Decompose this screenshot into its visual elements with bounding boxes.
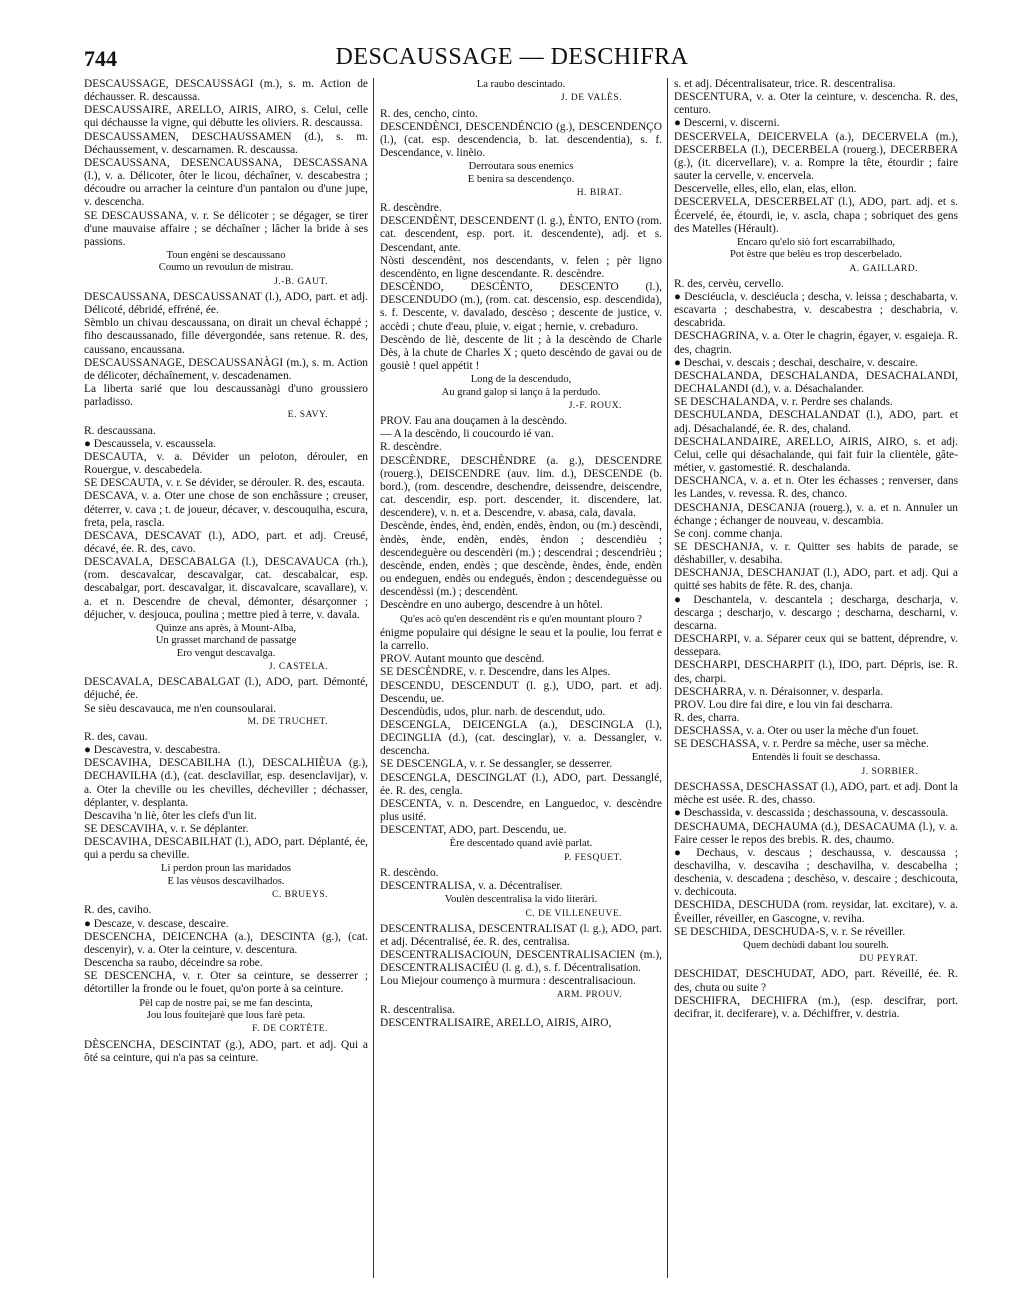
dictionary-entry: DESCHANJA, DESCANJA (rouerg.), v. a. et n. Annuler un échange ; échanger de nouveau, v. descambia. (674, 501, 958, 527)
citation-author: M. DE TRUCHET. (247, 716, 328, 727)
dictionary-entry: SE DESCENCHA, v. r. Oter sa ceinture, se desserrer ; détortiller la fronde ou le fouet, qu'on porte à sa ceinture. (84, 970, 368, 996)
dictionary-entry: Descèndre en uno aubergo, descendre à un hôtel. (380, 599, 603, 612)
dictionary-entry: ● Deschai, v. descais ; deschai, deschaire, v. descaire. (674, 356, 918, 369)
dictionary-entry: DÈSCENCHA, DESCINTAT (g.), ADO, part. et adj. Qui a ôté sa ceinture, qui n'a pas sa ceinture. (84, 1038, 368, 1064)
dictionary-entry: DESCENDU, DESCENDUT (l. g.), UDO, part. et adj. Descendu, ue. (380, 679, 662, 705)
dictionary-entry: R. descèndre. (380, 202, 442, 215)
dictionary-entry: Nòsti descendènt, nos descendants, v. felen ; pèr ligno descendènto, en ligne descendante. R. descèndre. (380, 254, 662, 280)
dictionary-entry: PROV. Lou dire fai dire, e lou vin fai descharra. (674, 698, 893, 711)
dictionary-entry: Sèmblo un chivau descaussana, on dirait un cheval échappé ; fiho descaussanado, fille dévergondée, sans retenue. R. des, caussano, encaussana. (84, 317, 368, 356)
dictionary-entry: DESCERVELA, DESCERBELAT (l.), ADO, part. adj. et s. Écervelé, ée, étourdi, ie, v. ascla, chapa ; sobriquet des gens des Matelles (Hérault). (674, 196, 958, 235)
dictionary-entry: ● Deschantela, v. descantela ; descharga, descharja, v. descarga ; descharjo, v. descargo ; descharna, descharni, v. descarna. (674, 593, 958, 632)
citation-verse: Quinze ans après, à Mount-Alba, Un grasset marchand de passatge Ero vengut descavalga. (155, 622, 297, 659)
dictionary-entry: Descaviha 'n liè, ôter les clefs d'un lit. (84, 809, 257, 822)
dictionary-entry: DESCENTRALISA, DESCENTRALISAT (l. g.), ADO, part. et adj. Décentralisé, ée. R. des, centralisa. (380, 922, 662, 948)
dictionary-entry: SE DESCHIDA, DESCHUDA-S, v. r. Se réveiller. (674, 925, 906, 938)
dictionary-entry: DESCHASSA, DESCHASSAT (l.), ADO, part. et adj. Dont la mèche est usée. R. des, chasso. (674, 781, 958, 807)
dictionary-entry: DESCENDÈNCI, DESCENDÉNCIO (g.), DESCENDENÇO (l.), (cat. esp. descendencia, b. lat. descendentia), s. f. Descendance, v. linèio. (380, 120, 662, 160)
dictionary-entry: SE DESCHASSA, v. r. Perdre sa mèche, user sa mèche. (674, 738, 929, 751)
citation-author: F. DE CORTÈTE. (252, 1024, 328, 1035)
citation-author: J.-B. GAUT. (274, 276, 328, 287)
dictionary-entry: DESCERVELA, DEICERVELA (a.), DECERVELA (m.), DESCERBELA (l.), DECERBELA (rouerg.), DECERBERA (g.), (it. dicervellare), v. a. Rompre la tête, étourdir ; faire sauter la cervelle, v. encervela. (674, 130, 958, 183)
dictionary-entry: DESCENTA, v. n. Descendre, en Languedoc, v. descèndre plus usité. (380, 797, 662, 824)
column-2 (380, 78, 662, 1278)
citation-verse: Encaro qu'elo siò fort escarrabilhado, Pot èstre que belèu es trop descerbelado. (729, 236, 903, 261)
dictionary-entry: R. descèndre. (380, 441, 442, 454)
dictionary-entry: DESCHALANDAIRE, ARELLO, AIRIS, AIRO, s. et adj. Celui, celle qui désachalande, qui fait fuir la clientèle, gâte-métier, v. gastomestié. R. deschalanda. (674, 435, 958, 475)
dictionary-entry: DESCAUSSAGE, DESCAUSSÀGI (m.), s. m. Action de déchausser. R. descaussa. (84, 78, 368, 104)
citation-verse: La raubo descintado. (476, 79, 566, 90)
dictionary-entry: DESCENTAT, ADO, part. Descendu, ue. (380, 824, 567, 837)
dictionary-entry: DESCÈNDRE, DESCHÈNDRE (a. g.), DESCENDRE (rouerg.), DEISCENDRE (auv. lim. d.), DESCENDE (b. bord.), (rom. descendre, deschendre, deissendre, deiscendre, cat. descendir, esp. port. descender, it. discendere, lat. descendere), v. n. et a. Descendre, v. abasa, cala, davala. (380, 454, 662, 520)
dictionary-entry: Descènde, èndes, ènd, endèn, endès, èndon, ou (m.) descèndi, èndès, ènde, endèn, endès, èndon ; descendièu ; descendeguère ou descendèri (m.) ; descendrai ; descendrièu ; descènde, enden, endès ; que descènde, èndes, ènde, endèn ou endeguen, endès ou endegués, èndon ; descendeguèsse ou descendèssi (m.) ; descendènt. (380, 520, 662, 599)
dictionary-entry: ● Descerni, v. discerni. (674, 117, 780, 130)
dictionary-entry: DESCÈNDO, DESCÈNTO, DESCENTO (l.), DESCENDUDO (m.), (rom. cat. descensio, esp. descendida), s. f. Descente, v. davalado, descèso ; descente de justice, v. accèdi ; chute d'eau, pluie, v. eigat ; hernie, v. crebaduro. (380, 281, 662, 333)
dictionary-entry: DESCAUTA, v. a. Dévider un peloton, dérouler, en Rouergue, v. descabedela. (84, 450, 368, 477)
citation-author: ARM. PROUV. (556, 989, 622, 1000)
citation-verse: Long de la descendudo, Au grand galop si lanço à la perdudo. (441, 374, 601, 398)
dictionary-entry: DESCAUSSANA, DESENCAUSSANA, DESCASSANA (l.), v. a. Délicoter, ôter le licou, déchaîner, v. descabestra ; découdre ou arracher la ceinture d'un pantalon ou d'une jupe, v. descencha. (84, 156, 368, 209)
citation-verse: Quem dechùdi dabant lou sourelh. (743, 939, 889, 951)
dictionary-entry: Descèndo de liè, descente de lit ; à la descèndo de Charle Dès, à la chute de Charles X ; queto descèndo de gavai ou de gousiè ! quel appétit ! (380, 333, 662, 373)
citation-author: H. BIRAT. (576, 188, 622, 198)
dictionary-entry: ● Dechaus, v. descaus ; deschaussa, v. descaussa ; deschavilha, v. descaviha ; deschavilha, v. descabelha ; deschenia, v. descadena ; deschèso, v. descaire ; deschicouta, v. dechicouta. (674, 846, 958, 899)
citation-verse: Pèl cap de nostre pai, se me fan descinta, Jou lous fouitejarè que lous farè peta. (139, 997, 313, 1021)
dictionary-entry: SE DESCHANJA, v. r. Quitter ses habits de parade, se déshabiller, v. desabiha. (674, 540, 958, 567)
column-3 (674, 78, 958, 1278)
page-number: 744 (84, 46, 117, 71)
citation-author: J. CASTELA. (268, 662, 328, 673)
dictionary-columns (84, 78, 964, 1278)
dictionary-entry: ● Descavestra, v. descabestra. (84, 744, 221, 757)
dictionary-entry: Se conj. comme chanja. (674, 527, 783, 540)
dictionary-entry: DESCENTURA, v. a. Oter la ceinture, v. descencha. R. des, centuro. (674, 91, 958, 117)
dictionary-entry: DESCHAGRINA, v. a. Oter le chagrin, égayer, v. esgaieja. R. des, chagrin. (674, 330, 958, 356)
citation-author: C. DE VILLENEUVE. (525, 908, 622, 919)
dictionary-entry: DESCHIDAT, DESCHUDAT, ADO, part. Réveillé, ée. R. des, chuta ou suite ? (674, 968, 958, 994)
citation-author: A. GAILLARD. (849, 263, 918, 274)
dictionary-entry: ● Descaussela, v. escaussela. (84, 437, 217, 450)
dictionary-entry: DESCAUSSAMEN, DESCHAUSSAMEN (d.), s. m. Déchaussement, v. descarnamen. R. descaussa. (84, 130, 368, 156)
dictionary-entry: DESCHALANDA, DESCHALANDA, DESACHALANDI, DECHALANDI (d.), v. a. Désachalander. (674, 369, 958, 396)
dictionary-entry: R. des, cavau. (84, 730, 148, 743)
dictionary-entry: Descervelle, elles, ello, elan, elas, ellon. (674, 183, 857, 196)
column-rule (667, 78, 669, 1278)
dictionary-entry: Descencha sa raubo, déceindre sa robe. (84, 957, 263, 970)
dictionary-entry: ● Descaze, v. descase, descaire. (84, 917, 229, 930)
dictionary-entry: La liberta sarié que lou descaussanàgi d'uno groussiero parladisso. (84, 383, 368, 409)
dictionary-entry: R. descentralisa. (380, 1003, 455, 1016)
dictionary-entry: — A la descèndo, li coucourdo ié van. (380, 428, 554, 441)
citation-verse: Qu'es acò qu'en descendènt ris e qu'en mountant plouro ? (400, 613, 642, 625)
dictionary-entry: DESCAVALA, DESCABALGAT (l.), ADO, part. Démonté, déjuché, ée. (84, 676, 368, 702)
dictionary-entry: énigme populaire qui désigne le seau et la poulie, lou ferrat e la carrello. (380, 626, 662, 653)
dictionary-entry: DESCENTRALISA, v. a. Décentraliser. (380, 880, 563, 893)
citation-author: DU PEYRAT. (859, 954, 918, 965)
dictionary-entry: DESCHAUMA, DECHAUMA (d.), DESACAUMA (l.), v. a. Faire cesser le repos des brebis. R. des, chaumo. (674, 820, 958, 846)
dictionary-entry: PROV. Fau ana douçamen à la descèndo. (380, 415, 568, 428)
dictionary-entry: DESCAUSSANAGE, DESCAUSSANÀGI (m.), s. m. Action de délicoter, déchaînement, v. descadenamen. (84, 356, 368, 382)
dictionary-entry: DESCAUSSAIRE, ARELLO, AIRIS, AIRO, s. Celui, celle qui déchausse la vigne, qui débutte les oliviers. R. descaussa. (84, 104, 368, 130)
dictionary-entry: s. et adj. Décentralisateur, trice. R. descentralisa. (674, 78, 896, 90)
dictionary-entry: R. des, caviho. (84, 904, 152, 917)
dictionary-entry: ● Deschassida, v. descassida ; deschassouna, v. descassoula. (674, 807, 949, 820)
dictionary-entry: DESCENGLA, DEICENGLA (a.), DESCINGLA (l.), DECINGLIA (d.), (cat. descinglar), v. a. Dessangler, v. descencha. (380, 719, 662, 758)
dictionary-entry: R. des, charra. (674, 712, 740, 724)
dictionary-entry: DESCENGLA, DESCINGLAT (l.), ADO, part. Dessanglé, ée. R. des, cengla. (380, 771, 662, 797)
citation-author: C. BRUEYS. (272, 890, 328, 901)
citation-verse: Ère descentado quand aviè parlat. (449, 838, 593, 850)
dictionary-entry: DESCAVA, v. a. Oter une chose de son enchâssure ; creuser, déterrer, v. cava ; t. de joueur, décaver, v. descouquiha, escura, freta, pela, rascla. (84, 490, 368, 529)
citation-verse: Voulèn descentralisa la vido literàri. (444, 894, 598, 906)
dictionary-entry: DESCENCHA, DEICENCHA (a.), DESCINTA (g.), (cat. descenyir), v. a. Oter la ceinture, v. descentura. (84, 930, 368, 956)
dictionary-entry: DESCHANCA, v. a. et n. Oter les échasses ; renverser, dans les Landes, v. revessa. R. des, chanco. (674, 475, 958, 501)
dictionary-entry: ● Desciéucla, v. desciéucla ; descha, v. leissa ; deschabarta, v. escavarta ; deschabestra, v. descabestra ; deschabria, v. descabrida. (674, 291, 958, 330)
citation-verse: Li perdon proun las maridados E las vèusos descavilhados. (160, 863, 292, 887)
citation-author: J. DE VALÈS. (560, 93, 622, 104)
dictionary-entry: SE DESCENGLA, v. r. Se dessangler, se desserrer. (380, 758, 613, 771)
dictionary-entry: Lou Miejour coumenço à murmura : descentralisacioun. (380, 975, 636, 988)
dictionary-entry: DESCAVIHA, DESCABILHAT (l.), ADO, part. Déplanté, ée, qui a perdu sa cheville. (84, 836, 368, 862)
dictionary-entry: SE DESCÈNDRE, v. r. Descendre, dans les Alpes. (380, 666, 611, 679)
citation-author: J. SORBIER. (861, 766, 918, 777)
dictionary-entry: DESCAVA, DESCAVAT (l.), ADO, part. et adj. Creusé, décavé, ée. R. des, cavo. (84, 529, 368, 555)
column-rule (373, 78, 375, 1278)
dictionary-entry: DESCHARPI, v. a. Séparer ceux qui se battent, déprendre, v. dessepara. (674, 633, 958, 659)
dictionary-entry: Descendùdis, udos, plur. narb. de descendut, udo. (380, 705, 606, 718)
dictionary-entry: DESCENDÈNT, DESCENDENT (l. g.), ÈNTO, ENTO (rom. cat. descendent, esp. port. it. descendente), adj. et s. Descendant, ante. (380, 215, 662, 254)
dictionary-entry: DESCHIFRA, DECHIFRA (m.), (esp. descifrar, port. decifrar, it. deciferare), v. a. Déchiffrer, v. destria. (674, 994, 958, 1020)
dictionary-entry: DESCHANJA, DESCHANJAT (l.), ADO, part. et adj. Qui a quitté ses habits de fête. R. des, chanja. (674, 567, 958, 593)
citation-author: J.-F. ROUX. (568, 401, 622, 411)
dictionary-entry: DESCHULANDA, DESCHALANDAT (l.), ADO, part. et adj. Désachalandé, ée. R. des, chaland. (674, 409, 958, 435)
dictionary-entry: DESCENTRALISAIRE, ARELLO, AIRIS, AIRO, (380, 1016, 612, 1029)
dictionary-entry: Se sièu descavauca, me n'en counsoularai. (84, 702, 277, 715)
dictionary-entry: R. descèndo. (380, 866, 439, 879)
dictionary-entry: SE DESCAUSSANA, v. r. Se délicoter ; se dégager, se tirer d'une mauvaise affaire ; se déchaîner ; lâcher la bride à ses passions. (84, 209, 368, 248)
dictionary-entry: R. descaussana. (84, 424, 156, 437)
dictionary-entry: DESCHASSA, v. a. Oter ou user la mèche d'un fouet. (674, 725, 919, 738)
dictionary-entry: SE DESCHALANDA, v. r. Perdre ses chalands. (674, 396, 893, 409)
dictionary-entry: DESCAVALA, DESCABALGA (l.), DESCAVAUCA (rh.), (rom. descavalcar, descavalgar, cat. descabalcar, esp. descabalgar, port. descavalgar, it. discavalcare, scavallare), v. a. et n. Descendre de cheval, démonter, désarçonner ; déjucher, v. desjouca, poulina ; mettre pied à terre, v. davala. (84, 556, 368, 621)
citation-verse: Entendès li fouit se deschassa. (751, 752, 881, 764)
citation-author: P. FESQUET. (564, 852, 622, 863)
dictionary-entry: DESCHIDA, DESCHUDA (rom. reysidar, lat. excitare), v. a. Éveiller, réveiller, en Gascogne, v. reviha. (674, 899, 958, 925)
dictionary-entry: DESCHARRA, v. n. Déraisonner, v. desparla. (674, 685, 884, 698)
citation-author: E. SAVY. (287, 410, 328, 421)
citation-verse: Toun engèni se descaussano Coumo un revoulun de mistrau. (158, 250, 294, 274)
dictionary-entry: SE DESCAVIHA, v. r. Se déplanter. (84, 823, 249, 835)
running-title: DESCAUSSAGE — DESCHIFRA (335, 44, 689, 70)
citation-verse: Derroutara sous enemics E benira sa descendenço. (467, 161, 575, 185)
dictionary-entry: R. des, cervèu, cervello. (674, 277, 784, 290)
dictionary-entry: DESCAVIHA, DESCABILHA (l.), DESCALHIÈUA (g.), DECHAVILHA (d.), (cat. desclavillar, esp. desenclavijar), v. a. Oter la cheville ou les chevilles, décheviller ; déchasser, déplanter, v. desplanta. (84, 757, 368, 809)
dictionary-entry: PROV. Autant mounto que descènd. (380, 653, 545, 666)
dictionary-entry: DESCHARPI, DESCHARPIT (l.), IDO, part. Dépris, ise. R. des, charpi. (674, 659, 958, 685)
dictionary-entry: DESCENTRALISACIOUN, DESCENTRALISACIEN (m.), DESCENTRALISACIÉU (l. g. d.), s. f. Décentralisation. (380, 949, 662, 975)
dictionary-entry: SE DESCAUTA, v. r. Se dévider, se dérouler. R. des, escauta. (84, 477, 365, 490)
dictionary-entry: DESCAUSSANA, DESCAUSSANAT (l.), ADO, part. et adj. Délicoté, débridé, effréné, ée. (84, 291, 368, 317)
dictionary-entry: R. des, cencho, cinto. (380, 107, 478, 120)
column-1 (84, 78, 368, 1278)
